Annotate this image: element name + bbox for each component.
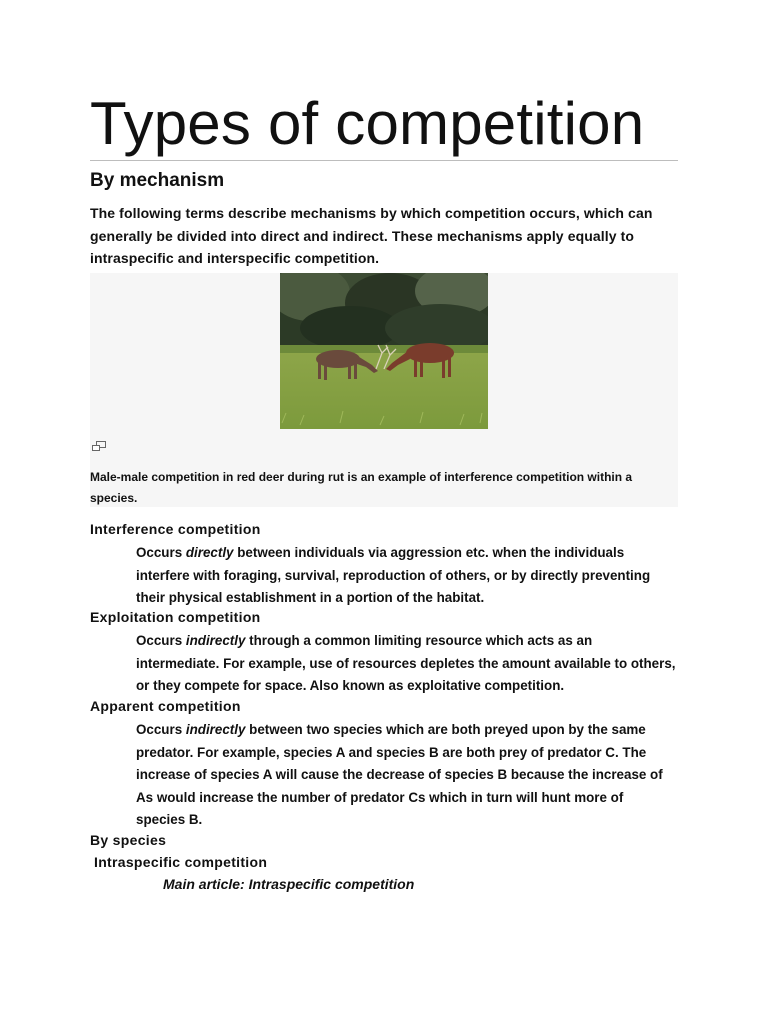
expand-icon[interactable] xyxy=(92,441,106,451)
title-divider xyxy=(90,160,678,161)
page-title: Types of competition xyxy=(90,90,645,157)
section-heading-by-mechanism: By mechanism xyxy=(90,170,225,191)
term-apparent-competition: Apparent competition xyxy=(90,698,241,714)
desc-interference-competition: Occurs directly between individuals via aggression etc. when the individuals interfere with foraging, survival, reproduction of others, or by directly preventing their physical establishment in a portion of the habitat. xyxy=(136,545,651,605)
term-exploitation-competition: Exploitation competition xyxy=(90,609,261,625)
section-heading-by-species: By species xyxy=(90,832,167,848)
desc-apparent-competition: Occurs indirectly between two species which are both preyed upon by the same predator. For example, species A and species B are both prey of predator C. The increase of species A will cause the decrease of species B because the increase of As would increase the number of predator Cs which in turn will hunt more of species B. xyxy=(136,722,663,827)
intro-paragraph: The following terms describe mechanisms by which competition occurs, which can generally be divided into direct and indirect. These mechanisms apply equally to intraspecific and interspecific competition. xyxy=(90,205,653,266)
figure-caption: Male-male competition in red deer during rut is an example of interference competition within a species. xyxy=(90,470,633,505)
term-intraspecific-competition: Intraspecific competition xyxy=(94,854,268,870)
red-deer-photo[interactable] xyxy=(280,273,488,429)
term-interference-competition: Interference competition xyxy=(90,521,261,537)
figure-box xyxy=(90,273,678,507)
desc-exploitation-competition: Occurs indirectly through a common limiting resource which acts as an intermediate. For example, use of resources depletes the amount available to others, or they compete for space. Also known as exploitative competition. xyxy=(136,633,676,693)
main-article-link[interactable]: Main article: Intraspecific competition xyxy=(163,876,415,892)
